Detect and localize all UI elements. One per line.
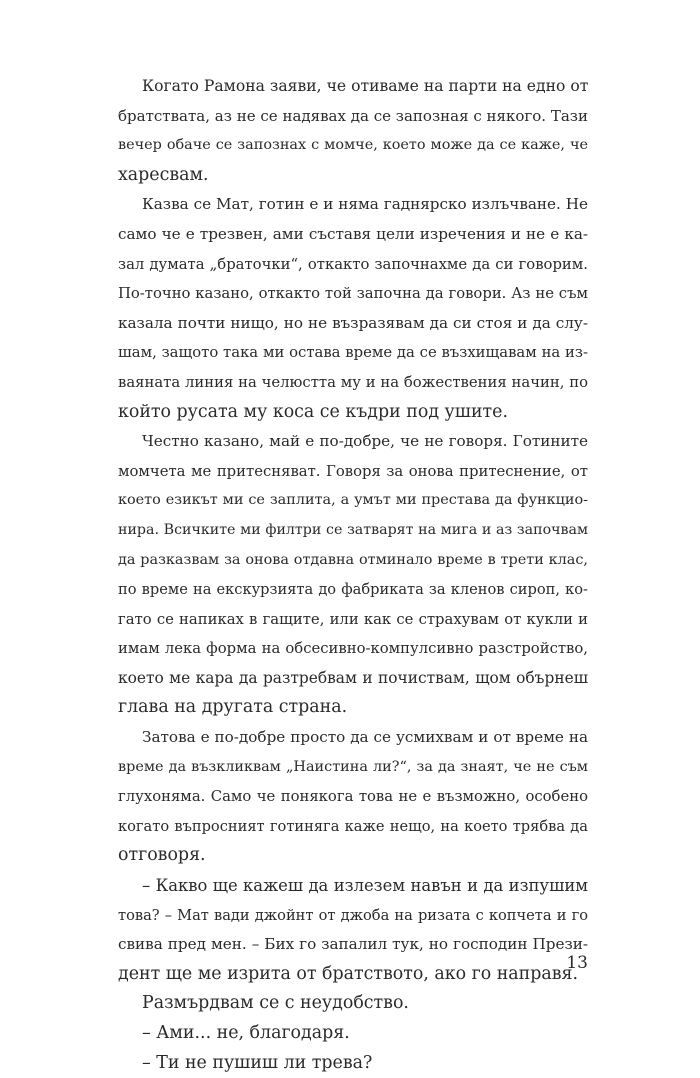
text-line: гато се напиках в гащите, или как се страхувам от кукли и: [118, 610, 588, 628]
text-line: дент ще ме изрита от братството, ако го направя.: [118, 963, 579, 984]
text-line: глава на другата страна.: [118, 697, 348, 718]
text-line: – Какво ще кажеш да излезем навън и да изпушим: [142, 876, 588, 896]
text-line: казала почти нищо, но не възразявам да си стоя и да слу-: [118, 313, 588, 332]
text-line: шам, защото така ми остава време да се възхищавам на из-: [118, 344, 588, 362]
text-line: да разказвам за онова отдавна отминало време в трети клас,: [118, 551, 588, 568]
text-line: Размърдвам се с неудобство.: [142, 993, 409, 1014]
text-line: ваяната линия на челюстта му и на божествения начин, по: [118, 373, 588, 391]
text-line: имам лека форма на обсесивно-компулсивно разстройство,: [118, 640, 588, 658]
text-line: Когато Рамона заяви, че отиваме на парти на едно от: [142, 77, 589, 95]
text-line: Затова е по-добре просто да се усмихвам и от време на: [142, 728, 588, 747]
text-line: свива пред мен. – Бих го запалил тук, но господин Прези-: [118, 935, 588, 954]
text-line: По-точно казано, откакто той започна да говори. Аз не съм: [118, 285, 588, 303]
text-line: харесвам.: [118, 164, 209, 185]
text-line: това? – Мат вади джойнт от джоба на ризата с копчета и го: [118, 906, 588, 924]
book-page-text: [118, 72, 588, 1078]
text-line: което езикът ми се заплита, а умът ми престава да функцио-: [118, 492, 588, 509]
text-line: Честно казано, май е по-добре, че не говоря. Готините: [142, 432, 588, 451]
text-line: глухоняма. Само че понякога това не е възможно, особено: [118, 788, 588, 806]
text-line: братствата, аз не се надявах да се запозная с някого. Тази: [118, 106, 588, 125]
text-line: отговоря.: [118, 845, 206, 866]
text-line: който русата му коса се къдри под ушите.: [118, 401, 508, 422]
text-line: нира. Всичките ми филтри се затварят на мига и аз започвам: [118, 521, 588, 538]
text-line: време да възкликвам „Наистина ли?“, за да знаят, че не съм: [118, 758, 588, 775]
text-line: само че е трезвен, ами съставя цели изречения и не е ка-: [118, 224, 588, 243]
text-line: момчета ме притесняват. Говоря за онова притеснение, от: [118, 462, 588, 480]
text-line: вечер обаче се запознах с момче, което може да се каже, че: [118, 137, 588, 154]
page-number: 13: [566, 953, 588, 973]
text-line: Казва се Мат, готин е и няма гаднярско излъчване. Не: [142, 195, 588, 214]
text-line: зал думата „браточки“, откакто започнахме да си говорим.: [118, 255, 588, 273]
text-line: което ме кара да разтребвам и почиствам, щом обърнеш: [118, 668, 588, 687]
text-line: когато въпросният готиняга каже нещо, на което трябва да: [118, 817, 588, 835]
text-line: по време на екскурзията до фабриката за кленов сироп, ко-: [118, 581, 588, 599]
text-line: – Ти не пушиш ли трева?: [142, 1052, 373, 1073]
text-line: – Ами... не, благодаря.: [142, 1023, 350, 1043]
